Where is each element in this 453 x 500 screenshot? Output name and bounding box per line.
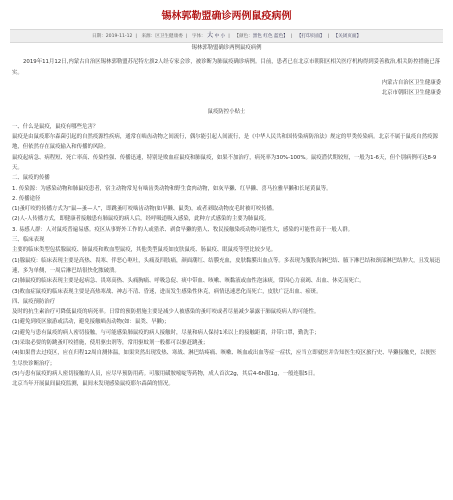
section-3-item-2: (2)肺鼠疫的临床表现主要是起病急、畏寒高热、头痛胸痛、呼吸急促、痰中带血、咳嗽、咳黏液或血性泡沫痰，常因心力衰竭、出血、休克而死亡。 [12,278,365,285]
section-3-title: 三、临床表现 [12,237,45,244]
signature-org-2: 北京市朝阳区卫生健康委 [381,90,441,97]
section-4-paragraph: 及时的抗生素治疗可降低鼠疫的病死率。日常的预防措施主要是减少人被感染的蚤叮咬或者尽量减少暴露于肺鼠疫病人的可能性。 [12,309,320,316]
section-3-item-3: (3)败血症鼠疫的临床表现主要是高热寒战、神志不清、昏迷，进而发生感染性休克，病情迅速恶化而死亡，皮肤广泛出血、瘀斑。 [12,288,322,295]
color-label: 【颜色： [234,34,253,39]
section-2-item-2b: (2)人-人传播方式，即健康者接触患有肺鼠疫的病人后，经呼吸道吸入感染，此种方式感染的主要为肺鼠疫。 [12,216,270,223]
close-page-link[interactable]: 【关闭页面】 [333,34,362,39]
section-4-item-5: (5)与患有鼠疫的病人密切接触的人员，应尽早预防用药。可服用磺胺嘧啶等药物，成人首次2g，其后4-6h服1g，一般连服5日。 [12,370,319,377]
color-blue-link[interactable]: 蓝色】 [274,34,288,39]
section-2-item-3: 3. 易感人群：人对鼠疫普遍易感。疫区从事野外工作的人或猎杀、剥食旱獭的猎人、牧民接触染疫动物可能性大，感染的可能性高于一般人群。 [12,226,354,233]
article-subtitle: 锡林郭勒盟确诊两例鼠疫病例 [191,45,262,51]
font-size-small-link[interactable]: 小 [220,34,226,39]
section-4-item-2: (2)避免与患有鼠疫的病人密切接触，与可能感染肺鼠疫的病人接触时，尽量和病人保持1米以上的接触距离，并带口罩，勤洗手； [12,329,320,336]
print-page-link[interactable]: 【打印页面】 [296,34,325,39]
section-2-item-2: 2. 传播途径 [12,195,41,202]
section-2-title: 二、鼠疫的传播 [12,175,50,182]
article-body [0,43,453,390]
section-4-title: 四、鼠疫预防治疗 [12,298,56,305]
signature-org-1: 内蒙古自治区卫生健康委 [381,79,441,86]
color-red-link[interactable]: 红色 [263,34,273,39]
section-4-item-4: (4)如果曾去过疫区，应在归程12周自测体温，如果突然出现发热、寒战、淋巴结疼痛、咳嗽、咳血或出血等症一症状，应当立即就医并告知医生疫区旅行史、旱獭接触史，以便医生尽快诊断治疗； [12,350,437,367]
section-1-paragraph-1: 鼠疫是由鼠疫耶尔森菌引起的自然疫源性疾病，通常在啮齿动物之间流行，偶尔能引起人间流行，是《中华人民共和国传染病防治法》规定的甲类传染病。北京不属于鼠疫自然疫源地，但依然存在鼠疫输入和传播的风险。 [12,134,438,151]
section-1-paragraph-2: 鼠疫起病急、病程短、死亡率高、传染性强、传播迅速，特别是败血症鼠疫和肺鼠疫，如果不加治疗，病死率为30%-100%。鼠疫潜伏期较短，一般为1-6天，但个别病例可达8-9天。 [12,154,437,171]
tips-title: 鼠疫防控小贴士 [207,109,246,116]
article-meta-bar: 日期：2019-11-12 | 来源：区卫生健康委 | 字体： 大 中 小 | 【颜色：黑色 红色 蓝色】 | 【打印页面】 | 【关闭页面】 [10,29,443,43]
publish-date: 日期：2019-11-12 [91,34,133,39]
section-3-item-1: (1)腺鼠疫：临床表现主要是高热、畏寒、伴恶心呕吐，头痛及四肢痛，颜面潮红、结膜充血，皮肤黏膜出血点等。多表现为腹股沟淋巴结、腋下淋巴结和颈部淋巴结肿大，且发展迅速，多为单侧，一周后淋巴结很快化脓破溃。 [12,257,441,274]
section-3-paragraph: 主要的临床类型包括腺鼠疫、肺鼠疫和败血型鼠疫，其他类型鼠疫如皮肤鼠疫、肠鼠疫、眼鼠疫等型比较少见。 [12,247,277,254]
lead-paragraph: 2019年11月12日,内蒙古自治区锡林郭勒盟苏尼特左旗2人经专家会诊，被诊断为肺鼠疫确诊病例。目前，患者已在北京市朝阳区相关医疗机构得到妥善救治,相关防控措施已落实。 [12,59,441,76]
font-size-medium-link[interactable]: 中 [214,34,220,39]
section-1-title: 一、什么是鼠疫，鼠疫有哪些危害？ [12,123,99,130]
font-size-large-link[interactable]: 大 [207,32,214,39]
color-black-link[interactable]: 黑色 [252,34,262,39]
section-2-item-1: 1. 传染源：为感染动物和肺鼠疫患者，宿主动物常见有啮齿类动物和野生食肉动物，如灰旱獭、红旱獭、喜马拉雅旱獭和长尾黄鼠等。 [12,185,332,192]
closing-paragraph: 北京当年开展鼠间鼠疫监测，鼠间未发现感染鼠疫耶尔森菌的情况。 [12,381,174,388]
section-4-item-1: (1)避免到疫区旅游或活动，避免接触啮齿动物(如：鼠类、旱獭)； [12,319,170,326]
article-source: 来源：区卫生健康委 [141,34,183,39]
article-title: 锡林郭勒盟确诊两例鼠疫病例 [161,11,292,22]
section-2-item-2a: (1)蚤叮咬的传播方式为“鼠—蚤—人”，即跳蚤叮咬啮齿动物(如旱獭、鼠类)，或者剥取动物皮毛时被叮咬传播。 [12,206,278,213]
section-4-item-3: (3)采取必要的防跳蚤叮咬措施，使用驱虫剂等，常用驱蚊剂一般都可以驱赶跳蚤； [12,340,209,347]
font-size-label: 字体： [191,34,206,39]
